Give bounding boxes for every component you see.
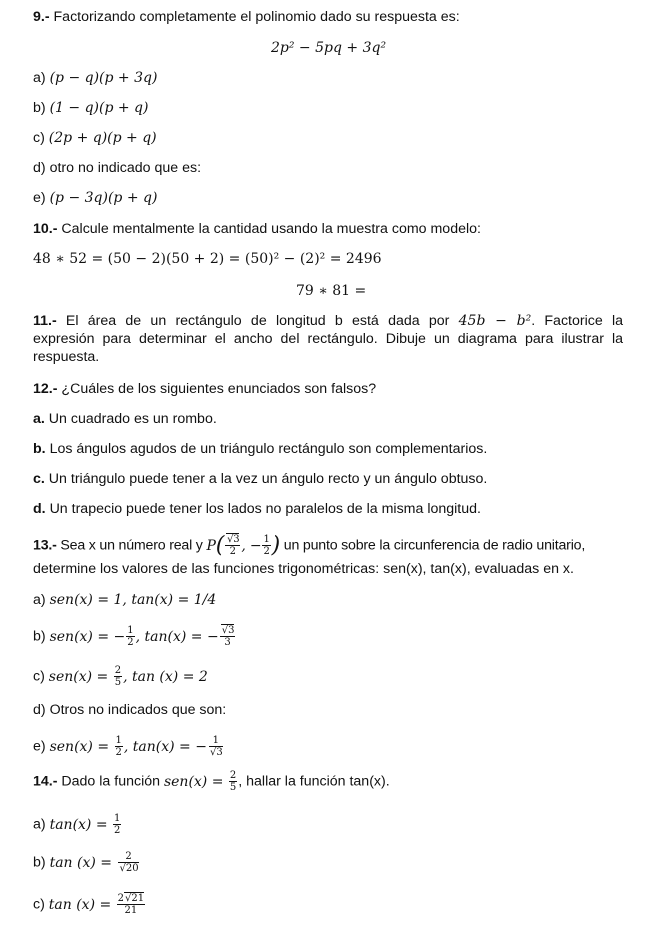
q9-option-text: (p − 3q)(p + q) bbox=[49, 190, 158, 206]
q9-option-letter: e) bbox=[33, 190, 46, 206]
q13-line-1 bbox=[33, 534, 585, 557]
q12-item-b bbox=[33, 440, 487, 458]
q9-option-c bbox=[33, 129, 157, 147]
q13-option-letter: b) bbox=[33, 628, 46, 645]
q9-option-text: (p − q)(p + 3q) bbox=[49, 70, 158, 86]
q11-number: 11.- bbox=[33, 313, 57, 329]
q14-option-letter: b) bbox=[33, 854, 46, 871]
q11-text: expresión para determinar el ancho del rectángulo. Dibuje un diagrama para ilustrar la bbox=[33, 331, 623, 347]
q12-title bbox=[33, 380, 376, 398]
q12-item-letter: c. bbox=[33, 471, 45, 487]
q14-option-formula: tan (x) = $\frac{2}{√20}$ bbox=[49, 851, 139, 874]
q10-number: 10.- bbox=[33, 221, 58, 237]
q13-option-text: Otros no indicados que son: bbox=[49, 702, 227, 718]
q9-option-text: (1 − q)(p + q) bbox=[49, 100, 149, 116]
q14-option-formula: tan(x) = $\frac{1}{2}$ bbox=[49, 813, 121, 836]
q12-item-d bbox=[33, 500, 481, 518]
q10-title bbox=[33, 220, 481, 238]
q13-point: P( $\frac{√3}{2}$ , − $\frac{1}{2}$ ) bbox=[206, 532, 281, 558]
q9-option-text: otro no indicado que es: bbox=[49, 160, 202, 176]
q9-option-letter: c) bbox=[33, 130, 45, 146]
q11-text: respuesta. bbox=[33, 349, 100, 365]
q14-text: Dado la función bbox=[61, 773, 160, 790]
q12-item-letter: a. bbox=[33, 411, 45, 427]
q13-option-letter: d) bbox=[33, 702, 46, 718]
q9-option-d bbox=[33, 159, 201, 177]
q14-text: , hallar la función tan(x). bbox=[238, 773, 390, 790]
q12-item-text: Un triángulo puede tener a la vez un ángulo recto y un ángulo obtuso. bbox=[48, 471, 488, 487]
q11-line-1 bbox=[33, 312, 623, 330]
q9-option-letter: d) bbox=[33, 160, 46, 176]
q9-title bbox=[33, 8, 460, 26]
q13-option-letter: c) bbox=[33, 668, 45, 685]
q13-option-formula: sen(x) = $\frac{2}{5}$ , tan (x) = 2 bbox=[48, 665, 208, 688]
q13-option-e bbox=[33, 735, 225, 758]
q12-item-text: Un trapecio puede tener los lados no paralelos de la misma longitud. bbox=[49, 501, 481, 517]
q14-given: sen(x) = $\frac{2}{5}$ bbox=[163, 770, 237, 793]
q14-number: 14.- bbox=[33, 773, 58, 790]
q14-option-a bbox=[33, 813, 122, 836]
q13-option-d bbox=[33, 701, 226, 719]
q10-title-text: Calcule mentalmente la cantidad usando la muestra como modelo: bbox=[61, 221, 481, 237]
q13-line-2 bbox=[33, 560, 574, 578]
q12-item-a bbox=[33, 410, 217, 428]
q12-item-c bbox=[33, 470, 487, 488]
q12-item-text: Los ángulos agudos de un triángulo rectángulo son complementarios. bbox=[49, 441, 488, 457]
q9-option-letter: b) bbox=[33, 100, 46, 116]
q13-text: Sea x un número real y bbox=[60, 537, 203, 554]
q9-option-e bbox=[33, 189, 157, 207]
q13-option-formula: sen(x) = − $\frac{1}{2}$ , tan(x) = − $\frac{√3}{3}$ bbox=[49, 625, 235, 648]
q9-option-text: (2p + q)(p + q) bbox=[48, 130, 157, 146]
q13-text: determine los valores de las funciones trigonométricas: sen(x), tan(x), evaluadas en x. bbox=[33, 561, 574, 577]
q11-line-3 bbox=[33, 348, 99, 366]
q10-model bbox=[33, 250, 382, 268]
q13-option-letter: e) bbox=[33, 738, 46, 755]
q9-expression bbox=[271, 39, 386, 57]
q12-item-letter: b. bbox=[33, 441, 46, 457]
q11-text: . Factorice la bbox=[531, 313, 624, 329]
q13-text: un punto sobre la circunferencia de radio unitario, bbox=[283, 537, 586, 554]
q11-text: El área de un rectángulo de longitud b está dada por bbox=[65, 313, 450, 329]
q14-option-c bbox=[33, 893, 146, 916]
q11-expression: 45b − b² bbox=[458, 313, 532, 329]
q14-title bbox=[33, 770, 390, 793]
q13-option-text: sen(x) = 1, tan(x) = 1/4 bbox=[49, 592, 217, 608]
q11-line-2 bbox=[33, 330, 623, 348]
q14-option-letter: a) bbox=[33, 816, 46, 833]
q14-option-b bbox=[33, 851, 141, 874]
q10-task bbox=[296, 282, 366, 300]
q12-number: 12.- bbox=[33, 381, 58, 397]
q13-number: 13.- bbox=[33, 537, 57, 554]
q13-option-letter: a) bbox=[33, 592, 46, 608]
q12-title-text: ¿Cuáles de los siguientes enunciados son falsos? bbox=[61, 381, 377, 397]
q9-option-letter: a) bbox=[33, 70, 46, 86]
q13-option-c bbox=[33, 665, 208, 688]
q12-item-letter: d. bbox=[33, 501, 46, 517]
q9-number: 9.- bbox=[33, 9, 50, 25]
q13-option-formula: sen(x) = $\frac{1}{2}$ , tan(x) = − $\frac{1}{√3}$ bbox=[49, 735, 223, 758]
q9-expression-text: 2p² − 5pq + 3q² bbox=[271, 40, 387, 56]
q10-model-text: 48 ∗ 52 = (50 − 2)(50 + 2) = (50)² − (2)² = 2496 bbox=[33, 251, 382, 267]
q9-option-a bbox=[33, 69, 157, 87]
q14-option-letter: c) bbox=[33, 896, 45, 913]
q13-option-a bbox=[33, 591, 216, 609]
q10-task-text: 79 ∗ 81 = bbox=[296, 283, 367, 299]
q9-title-text: Factorizando completamente el polinomio dado su respuesta es: bbox=[53, 9, 460, 25]
q9-option-b bbox=[33, 99, 148, 117]
q14-option-formula: tan (x) = $\frac{2√21}{21}$ bbox=[48, 893, 145, 916]
q12-item-text: Un cuadrado es un rombo. bbox=[48, 411, 217, 427]
q13-option-b bbox=[33, 625, 236, 648]
